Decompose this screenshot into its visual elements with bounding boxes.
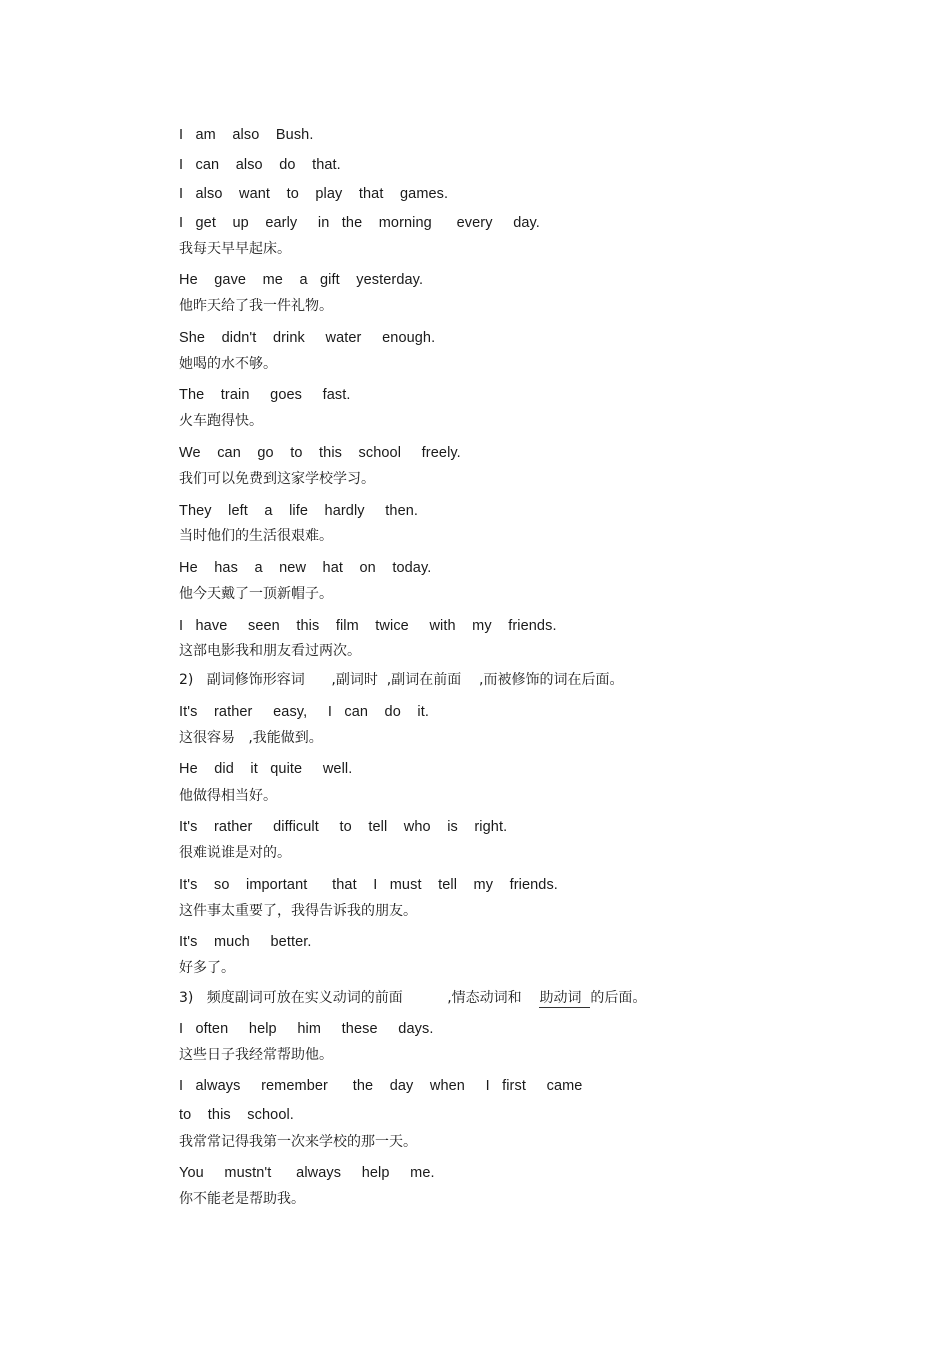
text-line: It's rather difficult to tell who is right.: [179, 819, 508, 835]
text-line: He has a new hat on today.: [179, 560, 432, 576]
text-line: 我常常记得我第一次来学校的那一天。: [179, 1134, 417, 1150]
text-line: 他做得相当好。: [179, 788, 277, 804]
text-line: 我们可以免费到这家学校学习。: [179, 471, 375, 487]
text-line: 他昨天给了我一件礼物。: [179, 298, 333, 314]
text-line: I always remember the day when I first came: [179, 1078, 583, 1094]
text-line: You mustn't always help me.: [179, 1165, 435, 1181]
text-line: 我每天早早起床。: [179, 241, 291, 257]
text-line: He did it quite well.: [179, 761, 353, 777]
text-line: 你不能老是帮助我。: [179, 1191, 305, 1207]
text-line: 当时他们的生活很艰难。: [179, 528, 333, 544]
text-line: 她喝的水不够。: [179, 356, 277, 372]
text-line: 火车跑得快。: [179, 413, 263, 429]
text-line: We can go to this school freely.: [179, 445, 461, 461]
underlined-term: 助动词: [539, 990, 591, 1006]
text-line: I get up early in the morning every day.: [179, 215, 540, 231]
section-heading: 2) 副词修饰形容词 ,副词时 ,副词在前面 ,而被修饰的词在后面。: [179, 672, 624, 688]
text-line: 好多了。: [179, 960, 235, 976]
text-line: He gave me a gift yesterday.: [179, 272, 424, 288]
text-line: They left a life hardly then.: [179, 503, 419, 519]
text-line: I have seen this film twice with my friends.: [179, 618, 557, 634]
text-line: 这很容易 ,我能做到。: [179, 730, 323, 746]
section-heading: [179, 989, 646, 1007]
text-line: It's so important that I must tell my friends.: [179, 877, 558, 893]
text-line: to this school.: [179, 1107, 294, 1123]
text-line: The train goes fast.: [179, 387, 351, 403]
text-line: It's rather easy, I can do it.: [179, 704, 429, 720]
text-line: I also want to play that games.: [179, 186, 449, 202]
text-line: 这件事太重要了，我得告诉我的朋友。: [179, 903, 417, 919]
text-line: 很难说谁是对的。: [179, 845, 291, 861]
text-line: 这些日子我经常帮助他。: [179, 1047, 333, 1063]
text-line: I can also do that.: [179, 157, 341, 173]
text-line: 他今天戴了一顶新帽子。: [179, 586, 333, 602]
heading-part: 的后面。: [590, 990, 647, 1006]
text-line: I often help him these days.: [179, 1021, 434, 1037]
heading-part: 3) 频度副词可放在实义动词的前面 ,情态动词和: [179, 990, 540, 1006]
text-line: It's much better.: [179, 934, 312, 950]
text-line: She didn't drink water enough.: [179, 330, 436, 346]
text-line: I am also Bush.: [179, 127, 314, 143]
text-line: 这部电影我和朋友看过两次。: [179, 643, 361, 659]
